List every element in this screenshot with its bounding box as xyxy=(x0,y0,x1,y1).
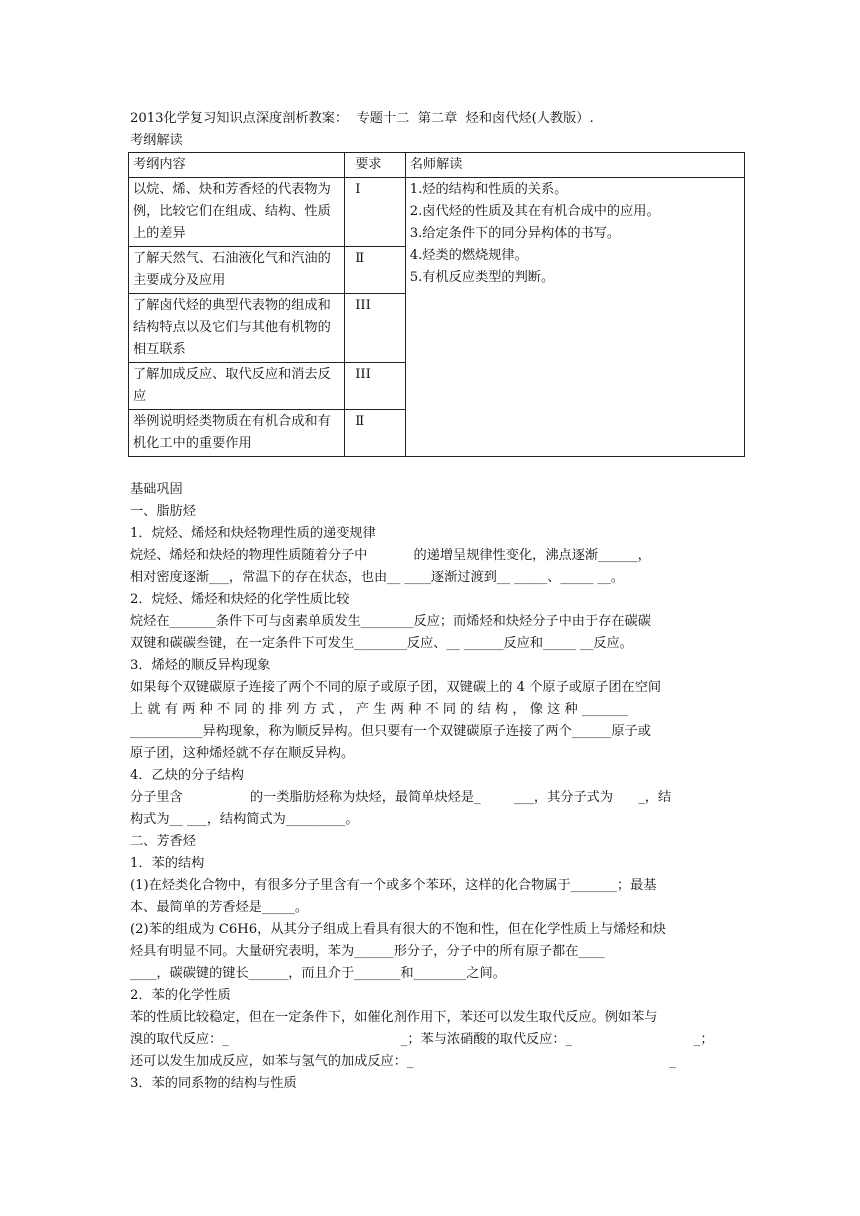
table-cell-content: 以烷、烯、炔和芳香烃的代表物为例，比较它们在组成、结构、性质上的差异 xyxy=(129,178,345,247)
spacer xyxy=(130,457,750,479)
text-line: 2．烷烃、烯烃和炔烃的化学性质比较 xyxy=(130,592,350,607)
text-line: 还可以发生加成反应，如苯与氢气的加成反应：_ _ xyxy=(130,1054,676,1069)
text-line: 1．苯的结构 xyxy=(130,856,205,871)
text-line: 上 就 有 两 种 不 同 的 排 列 方 式 ， 产 生 两 种 不 同 的 结 构 ， 像 这 种 _______ xyxy=(130,702,629,717)
table-header: 考纲内容 xyxy=(129,153,345,178)
text-line: ___________异构现象，称为顺反异构。但只要有一个双键碳原子连接了两个______原子或 xyxy=(130,724,651,739)
text-line: 分子里含 的一类脂肪烃称为炔烃，最简单炔烃是_ ___，其分子式为 _，结 xyxy=(130,790,672,805)
note-item: 4.烃类的燃烧规律。 xyxy=(409,248,528,263)
text-line: 3．苯的同系物的结构与性质 xyxy=(130,1076,297,1091)
section-heading: 考纲解读 xyxy=(130,133,183,148)
table-cell-level: III xyxy=(345,294,406,363)
table-header: 名师解读 xyxy=(405,153,744,178)
teacher-notes-cell xyxy=(405,178,744,457)
text-line: 本、最简单的芳香烃是_____。 xyxy=(130,900,309,915)
body-text xyxy=(130,479,750,1095)
text-line: (1)在烃类化合物中，有很多分子里含有一个或多个苯环，这样的化合物属于_______；最基 xyxy=(130,878,657,893)
text-line: 2．苯的化学性质 xyxy=(130,988,231,1003)
text-line: 1．烷烃、烯烃和炔烃物理性质的递变规律 xyxy=(130,526,376,541)
text-line: 烷烃、烯烃和炔烃的物理性质随着分子中 的递增呈规律性变化，沸点逐渐______， xyxy=(130,548,651,563)
text-line: 原子团，这种烯烃就不存在顺反异构。 xyxy=(130,746,355,761)
text-line: 4．乙炔的分子结构 xyxy=(130,768,244,783)
text-line: 溴的取代反应：_ _；苯与浓硝酸的取代反应：_ _； xyxy=(130,1032,714,1047)
table-cell-level: Ⅱ xyxy=(345,410,406,457)
table-cell-level: III xyxy=(345,363,406,410)
table-header-row xyxy=(129,153,745,178)
table-cell-level: Ⅱ xyxy=(345,247,406,294)
table-cell-content: 举例说明烃类物质在有机合成和有机化工中的重要作用 xyxy=(129,410,345,457)
text-line: ____，碳碳键的键长______，而且介于_______和________之间。 xyxy=(130,966,506,981)
note-item: 1.烃的结构和性质的关系。 xyxy=(409,182,568,197)
document-page xyxy=(130,108,750,1095)
note-item: 5.有机反应类型的判断。 xyxy=(409,270,555,285)
table-cell-content: 了解卤代烃的典型代表物的组成和结构特点以及它们与其他有机物的相互联系 xyxy=(129,294,345,363)
table-row xyxy=(129,178,745,247)
text-line: 如果每个双键碳原子连接了两个不同的原子或原子团，双键碳上的 4 个原子或原子团在空间 xyxy=(130,680,662,695)
text-line: 基础巩固 xyxy=(130,482,183,497)
table-cell-content: 了解加成反应、取代反应和消去反应 xyxy=(129,363,345,410)
text-line: 构式为__ ___，结构简式为_________。 xyxy=(130,812,359,827)
text-line: 相对密度逐渐___，常温下的存在状态，也由__ ____逐渐过渡到__ _____、_____ __。 xyxy=(130,570,624,585)
text-line: 二、芳香烃 xyxy=(130,834,196,849)
text-line: 烷烃在_______条件下可与卤素单质发生________反应；而烯烃和炔烃分子中由于存在碳碳 xyxy=(130,614,651,629)
text-line: 烃具有明显不同。大量研究表明，苯为______形分子，分子中的所有原子都在____ xyxy=(130,944,605,959)
note-item: 3.给定条件下的同分异构体的书写。 xyxy=(409,226,621,241)
document-title: 2013化学复习知识点深度剖析教案： 专题十二 第二章 烃和卤代烃(人教版）. xyxy=(130,111,594,126)
text-line: 双键和碳碳叁键，在一定条件下可发生________反应、__ ______反应和_____ __反应。 xyxy=(130,636,633,651)
text-line: 3．烯烃的顺反异构现象 xyxy=(130,658,271,673)
note-item: 2.卤代烃的性质及其在有机合成中的应用。 xyxy=(409,204,660,219)
text-line: (2)苯的组成为 C6H6，从其分子组成上看具有很大的不饱和性，但在化学性质上与烯烃和炔 xyxy=(130,922,666,937)
text-line: 一、脂肪烃 xyxy=(130,504,196,519)
text-line: 苯的性质比较稳定，但在一定条件下，如催化剂作用下，苯还可以发生取代反应。例如苯与 xyxy=(130,1010,658,1025)
table-cell-content: 了解天然气、石油液化气和汽油的主要成分及应用 xyxy=(129,247,345,294)
table-header: 要求 xyxy=(345,153,406,178)
table-cell-level: Ⅰ xyxy=(345,178,406,247)
syllabus-table xyxy=(128,152,745,457)
